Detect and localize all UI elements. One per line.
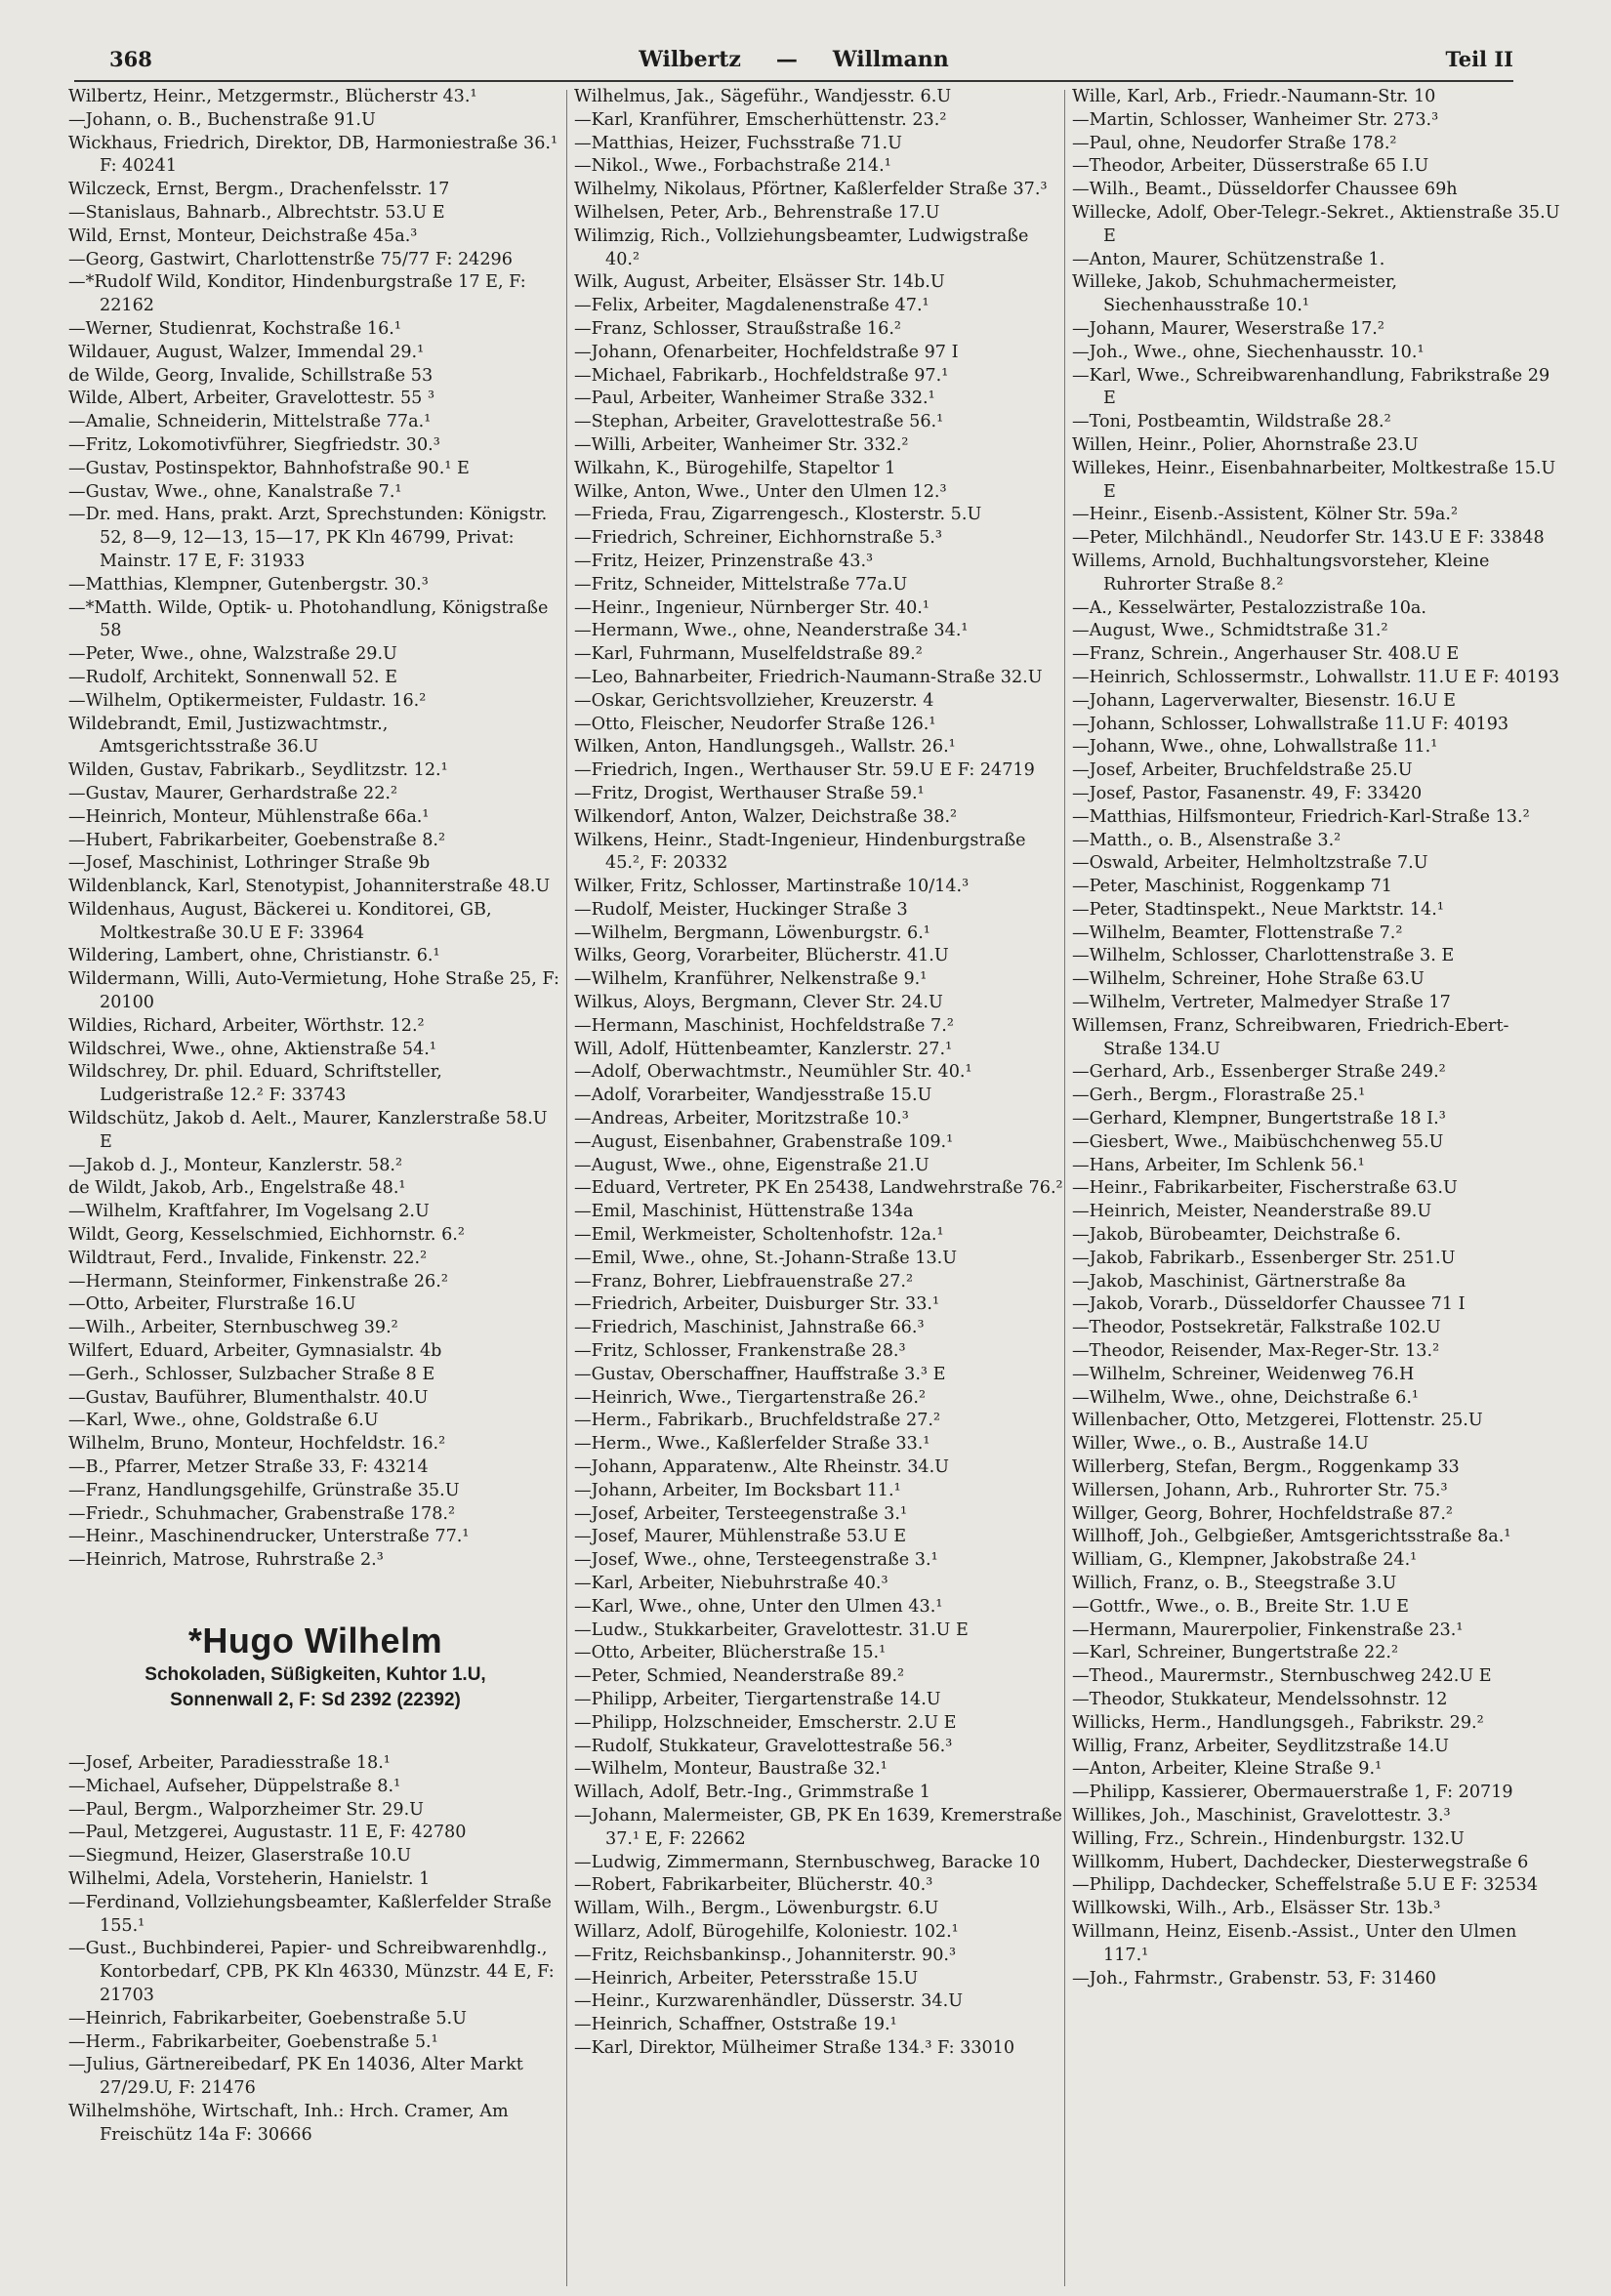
- directory-entry: —Matthias, Hilfsmonteur, Friedrich-Karl-Straße 13.²: [1072, 806, 1530, 827]
- directory-entry: —Karl, Kranführer, Emscherhüttenstr. 23.²: [574, 109, 947, 130]
- directory-entry: Wildauer, August, Walzer, Immendal 29.¹: [68, 342, 425, 362]
- directory-entry: —Josef, Maschinist, Lothringer Straße 9b: [68, 853, 431, 874]
- header-last-name: Willmann: [832, 47, 949, 72]
- directory-entry: —Anton, Maurer, Schützenstraße 1.: [1072, 249, 1385, 269]
- advert-name: *Hugo Wilhelm: [187, 1620, 443, 1660]
- directory-entry: —Joh., Fahrmstr., Grabenstr. 53, F: 31460: [1072, 1968, 1436, 1988]
- directory-entry: —Theod., Maurermstr., Sternbuschweg 242.U E: [1072, 1666, 1492, 1687]
- directory-entry: de Wilde, Georg, Invalide, Schillstraße 53: [68, 365, 434, 386]
- directory-entry: —Jakob d. J., Monteur, Kanzlerstr. 58.²: [68, 1155, 403, 1175]
- directory-entry: —Heinrich, Matrose, Ruhrstraße 2.³: [68, 1550, 384, 1571]
- directory-entry: —Rudolf, Meister, Huckinger Straße 3: [574, 899, 908, 920]
- directory-entry: —Hermann, Maurerpolier, Finkenstraße 23.¹: [1072, 1620, 1464, 1640]
- directory-entry: —Johann, Arbeiter, Im Bocksbart 11.¹: [574, 1480, 901, 1500]
- directory-entry: —Emil, Werkmeister, Scholtenhofstr. 12a.¹: [574, 1225, 944, 1246]
- directory-entry: —Ferdinand, Vollziehungsbeamter, Kaßlerfelder Straße 155.¹: [68, 1892, 552, 1936]
- directory-entry: Wildermann, Willi, Auto-Vermietung, Hohe Straße 25, F: 20100: [68, 969, 559, 1013]
- directory-entry: —Paul, ohne, Neudorfer Straße 178.²: [1072, 133, 1397, 153]
- directory-entry: —Jakob, Fabrikarb., Essenberger Str. 251.U: [1072, 1248, 1456, 1268]
- directory-entry: Willach, Adolf, Betr.-Ing., Grimmstraße 1: [574, 1783, 930, 1803]
- directory-entry: —Gerh., Schlosser, Sulzbacher Straße 8 E: [68, 1364, 435, 1384]
- directory-entry: —Herm., Fabrikarbeiter, Goebenstraße 5.¹: [68, 2031, 438, 2052]
- directory-entry: —Wilhelm, Vertreter, Malmedyer Straße 17: [1072, 993, 1451, 1013]
- directory-entry: Willenbacher, Otto, Metzgerei, Flottenstr. 25.U: [1072, 1411, 1483, 1431]
- directory-entry: —Heinrich, Arbeiter, Petersstraße 15.U: [574, 1968, 919, 1988]
- directory-entry: —Friedrich, Maschinist, Jahnstraße 66.³: [574, 1318, 925, 1338]
- directory-entry: —Dr. med. Hans, prakt. Arzt, Sprechstunden: Königstr. 52, 8—9, 12—13, 15—17, PK Kln 46799, Privat: Mainstr. 17 E, F: 31933: [68, 505, 548, 571]
- directory-entry: —Oskar, Gerichtsvollzieher, Kreuzerstr. 4: [574, 690, 934, 711]
- directory-entry: —Johann, Apparatenw., Alte Rheinstr. 34.U: [574, 1457, 950, 1478]
- header-part: Teil II: [1445, 47, 1513, 71]
- directory-entry: —Anton, Arbeiter, Kleine Straße 9.¹: [1072, 1759, 1383, 1780]
- directory-entry: —Josef, Maurer, Mühlenstraße 53.U E: [574, 1527, 907, 1547]
- directory-entry: —Wilhelm, Schreiner, Hohe Straße 63.U: [1072, 969, 1425, 990]
- directory-entry: —Karl, Wwe., Schreibwarenhandlung, Fabrikstraße 29 E: [1072, 365, 1550, 409]
- directory-entry: —Gustav, Wwe., ohne, Kanalstraße 7.¹: [68, 481, 402, 502]
- directory-entry: —Johann, Wwe., ohne, Lohwallstraße 11.¹: [1072, 737, 1438, 758]
- directory-entry: —Jakob, Maschinist, Gärtnerstraße 8a: [1072, 1271, 1407, 1292]
- directory-entry: Wilbertz, Heinr., Metzgermstr., Blücherstr 43.¹: [68, 87, 477, 106]
- directory-entry: Wilkendorf, Anton, Walzer, Deichstraße 38.²: [574, 806, 958, 827]
- column-2: [574, 86, 1068, 2061]
- directory-entry: Willeke, Jakob, Schuhmachermeister, Siechenhausstraße 10.¹: [1072, 272, 1397, 316]
- directory-entry: —Karl, Arbeiter, Niebuhrstraße 40.³: [574, 1574, 888, 1593]
- header-first-name: Wilbertz: [639, 47, 741, 72]
- directory-entry: —Matthias, Heizer, Fuchsstraße 71.U: [574, 133, 902, 153]
- directory-entry: —Frieda, Frau, Zigarrengesch., Klosterstr. 5.U: [574, 505, 982, 525]
- directory-entry: —Hermann, Steinformer, Finkenstraße 26.²: [68, 1271, 448, 1292]
- directory-entry: —Siegmund, Heizer, Glaserstraße 10.U: [68, 1846, 412, 1866]
- directory-entry: Wilfert, Eduard, Arbeiter, Gymnasialstr. 4b: [68, 1341, 442, 1362]
- directory-entry: —Emil, Wwe., ohne, St.-Johann-Straße 13.U: [574, 1248, 958, 1268]
- directory-entry: —Karl, Schreiner, Bungertstraße 22.²: [1072, 1643, 1399, 1663]
- page-header: [74, 43, 1513, 82]
- directory-entry: —Johann, Schlosser, Lohwallstraße 11.U F: 40193: [1072, 714, 1509, 734]
- directory-entry: Wildtraut, Ferd., Invalide, Finkenstr. 22.²: [68, 1248, 428, 1268]
- directory-entry: —Johann, Ofenarbeiter, Hochfeldstraße 97 I: [574, 342, 959, 362]
- directory-entry: Willekes, Heinr., Eisenbahnarbeiter, Moltkestraße 15.U E: [1072, 458, 1556, 502]
- directory-entry: —Johann, Malermeister, GB, PK En 1639, Kremerstraße 37.¹ E, F: 22662: [574, 1805, 1062, 1849]
- directory-entry: —Gottfr., Wwe., o. B., Breite Str. 1.U E: [1072, 1596, 1409, 1617]
- directory-entry: Wildering, Lambert, ohne, Christianstr. 6.¹: [68, 946, 440, 966]
- directory-entry: —Willi, Arbeiter, Wanheimer Str. 332.²: [574, 434, 909, 455]
- directory-entry: —Michael, Aufseher, Düppelstraße 8.¹: [68, 1776, 401, 1796]
- directory-entry: —Heinrich, Wwe., Tiergartenstraße 26.²: [574, 1387, 926, 1408]
- directory-entry: —Theodor, Stukkateur, Mendelssohnstr. 12: [1072, 1689, 1448, 1709]
- column-1-entries-continued: [68, 1752, 562, 2148]
- directory-entry: —Stanislaus, Bahnarb., Albrechtstr. 53.U E: [68, 202, 445, 223]
- column-divider: [566, 90, 567, 2286]
- directory-entry: Willecke, Adolf, Ober-Telegr.-Sekret., Aktienstraße 35.U E: [1072, 202, 1560, 246]
- directory-entry: —Eduard, Vertreter, PK En 25438, Landwehrstraße 76.²: [574, 1178, 1063, 1199]
- directory-entry: —August, Eisenbahner, Grabenstraße 109.¹: [574, 1131, 954, 1152]
- header-dash: —: [775, 47, 798, 72]
- directory-entry: —Herm., Fabrikarb., Bruchfeldstraße 27.²: [574, 1411, 941, 1431]
- directory-entry: —Leo, Bahnarbeiter, Friedrich-Naumann-Straße 32.U: [574, 667, 1043, 687]
- directory-entry: —Wilh., Arbeiter, Sternbuschweg 39.²: [68, 1318, 398, 1338]
- directory-entry: William, G., Klempner, Jakobstraße 24.¹: [1072, 1550, 1418, 1571]
- directory-entry: —Hubert, Fabrikarbeiter, Goebenstraße 8.²: [68, 830, 446, 850]
- directory-entry: Willich, Franz, o. B., Steegstraße 3.U: [1072, 1574, 1397, 1593]
- directory-entry: —Heinrich, Fabrikarbeiter, Goebenstraße 5.U: [68, 2008, 467, 2029]
- directory-entry: Wildies, Richard, Arbeiter, Wörthstr. 12.²: [68, 1015, 425, 1036]
- directory-entry: —Heinrich, Meister, Neanderstraße 89.U: [1072, 1202, 1432, 1222]
- advert-line: Schokoladen, Süßigkeiten, Kuhtor 1.U,: [145, 1664, 486, 1685]
- directory-entry: Wilczeck, Ernst, Bergm., Drachenfelsstr. 17: [68, 180, 450, 200]
- column-1-entries: [68, 86, 562, 1573]
- directory-entry: —Wilhelm, Optikermeister, Fuldastr. 16.²: [68, 690, 427, 711]
- directory-entry: —Wilhelm, Wwe., ohne, Deichstraße 6.¹: [1072, 1387, 1419, 1408]
- directory-entry: —Adolf, Vorarbeiter, Wandjesstraße 15.U: [574, 1086, 932, 1106]
- directory-entry: Willen, Heinr., Polier, Ahornstraße 23.U: [1072, 434, 1419, 455]
- directory-entry: Wilden, Gustav, Fabrikarb., Seydlitzstr. 12.¹: [68, 760, 448, 781]
- directory-entry: —Gustav, Postinspektor, Bahnhofstraße 90.¹ E: [68, 458, 470, 478]
- directory-entry: Willing, Frz., Schrein., Hindenburgstr. 132.U: [1072, 1828, 1465, 1849]
- directory-entry: —Michael, Fabrikarb., Hochfeldstraße 97.¹: [574, 365, 949, 386]
- directory-entry: Willhoff, Joh., Gelbgießer, Amtsgerichtsstraße 8a.¹: [1072, 1527, 1511, 1547]
- directory-entry: Willersen, Johann, Arb., Ruhrorter Str. 75.³: [1072, 1480, 1448, 1500]
- directory-entry: —Giesbert, Wwe., Maibüschchenweg 55.U: [1072, 1131, 1444, 1152]
- directory-entry: —Fritz, Schlosser, Frankenstraße 28.³: [574, 1341, 906, 1362]
- directory-entry: Wickhaus, Friedrich, Direktor, DB, Harmoniestraße 36.¹ F: 40241: [68, 133, 558, 177]
- directory-entry: Wildenhaus, August, Bäckerei u. Konditorei, GB, Moltkestraße 30.U E F: 33964: [68, 899, 492, 943]
- directory-entry: —*Rudolf Wild, Konditor, Hindenburgstraße 17 E, F: 22162: [68, 272, 526, 316]
- directory-entry: —Peter, Wwe., ohne, Walzstraße 29.U: [68, 644, 397, 665]
- directory-entry: —B., Pfarrer, Metzer Straße 33, F: 43214: [68, 1457, 429, 1478]
- directory-entry: —Wilhelm, Kraftfahrer, Im Vogelsang 2.U: [68, 1202, 430, 1222]
- directory-entry: —Friedrich, Schreiner, Eichhornstraße 5.³: [574, 528, 942, 549]
- directory-entry: Wildschrey, Dr. phil. Eduard, Schriftsteller, Ludgeristraße 12.² F: 33743: [68, 1062, 442, 1106]
- directory-entry: —Heinrich, Schaffner, Oststraße 19.¹: [574, 2015, 897, 2035]
- directory-entry: Wildt, Georg, Kesselschmied, Eichhornstr. 6.²: [68, 1225, 465, 1246]
- directory-entry: —Theodor, Reisender, Max-Reger-Str. 13.²: [1072, 1341, 1440, 1362]
- directory-entry: —Oswald, Arbeiter, Helmholtzstraße 7.U: [1072, 853, 1428, 874]
- directory-entry: —Rudolf, Stukkateur, Gravelottestraße 56.³: [574, 1736, 953, 1756]
- directory-entry: —Friedrich, Arbeiter, Duisburger Str. 33.¹: [574, 1294, 940, 1315]
- directory-entry: —Johann, Maurer, Weserstraße 17.²: [1072, 318, 1384, 339]
- directory-entry: Wilhelmus, Jak., Sägeführ., Wandjesstr. 6.U: [574, 87, 952, 106]
- directory-entry: Wilde, Albert, Arbeiter, Gravelottestr. 55 ³: [68, 389, 434, 409]
- page-number: 368: [109, 47, 152, 71]
- directory-entry: —Wilhelm, Schlosser, Charlottenstraße 3. E: [1072, 946, 1455, 966]
- directory-entry: Willam, Wilh., Bergm., Löwenburgstr. 6.U: [574, 1899, 939, 1919]
- directory-entry: —Heinrich, Monteur, Mühlenstraße 66a.¹: [68, 806, 430, 827]
- directory-entry: —Gerhard, Klempner, Bungertstraße 18 I.³: [1072, 1109, 1446, 1129]
- directory-entry: —Gustav, Oberschaffner, Hauffstraße 3.³ E: [574, 1364, 946, 1384]
- directory-entry: —Jakob, Vorarb., Düsseldorfer Chaussee 71 I: [1072, 1294, 1466, 1315]
- directory-entry: —Johann, o. B., Buchenstraße 91.U: [68, 109, 376, 130]
- directory-entry: —Heinr., Maschinendrucker, Unterstraße 77.¹: [68, 1527, 470, 1547]
- advertisement: [68, 1620, 562, 1713]
- directory-entry: —Heinrich, Schlossermstr., Lohwallstr. 11.U E F: 40193: [1072, 667, 1560, 687]
- directory-entry: Wilkahn, K., Bürogehilfe, Stapeltor 1: [574, 458, 896, 478]
- directory-entry: —Rudolf, Architekt, Sonnenwall 52. E: [68, 667, 397, 687]
- directory-entry: —Karl, Direktor, Mülheimer Straße 134.³ F: 33010: [574, 2037, 1015, 2058]
- directory-entry: —Otto, Fleischer, Neudorfer Straße 126.¹: [574, 714, 936, 734]
- directory-entry: Willig, Franz, Arbeiter, Seydlitzstraße 14.U: [1072, 1736, 1450, 1756]
- directory-entry: Wildenblanck, Karl, Stenotypist, Johanniterstraße 48.U: [68, 877, 551, 897]
- directory-entry: —*Matth. Wilde, Optik- u. Photohandlung, Königstraße 58: [68, 597, 549, 641]
- directory-entry: Will, Adolf, Hüttenbeamter, Kanzlerstr. 27.¹: [574, 1039, 953, 1059]
- directory-entry: —Peter, Maschinist, Roggenkamp 71: [1072, 877, 1392, 897]
- directory-entry: —Martin, Schlosser, Wanheimer Str. 273.³: [1072, 109, 1439, 130]
- directory-entry: Wilkus, Aloys, Bergmann, Clever Str. 24.U: [574, 993, 943, 1013]
- directory-entry: Wille, Karl, Arb., Friedr.-Naumann-Str. 10: [1072, 87, 1436, 106]
- directory-entry: Willkomm, Hubert, Dachdecker, Diesterwegstraße 6: [1072, 1852, 1529, 1872]
- directory-entry: —Werner, Studienrat, Kochstraße 16.¹: [68, 318, 401, 339]
- directory-entry: de Wildt, Jakob, Arb., Engelstraße 48.¹: [68, 1178, 406, 1199]
- directory-entry: —Fritz, Lokomotivführer, Siegfriedstr. 30.³: [68, 434, 440, 455]
- directory-entry: Willems, Arnold, Buchhaltungsvorsteher, Kleine Ruhrorter Straße 8.²: [1072, 551, 1490, 594]
- directory-entry: —Johann, Lagerverwalter, Biesenstr. 16.U E: [1072, 690, 1456, 711]
- directory-entry: —Wilh., Beamt., Düsseldorfer Chaussee 69h: [1072, 180, 1458, 200]
- directory-entry: Willicks, Herm., Handlungsgeh., Fabrikstr. 29.²: [1072, 1712, 1484, 1733]
- directory-entry: —Philipp, Holzschneider, Emscherstr. 2.U E: [574, 1712, 957, 1733]
- directory-entry: —Fritz, Drogist, Werthauser Straße 59.¹: [574, 783, 925, 803]
- directory-entry: —Jakob, Bürobeamter, Deichstraße 6.: [1072, 1225, 1401, 1246]
- column-3: [1072, 86, 1566, 1990]
- directory-entry: —Wilhelm, Schreiner, Weidenweg 76.H: [1072, 1364, 1415, 1384]
- directory-entry: Wilhelmi, Adela, Vorsteherin, Hanielstr. 1: [68, 1868, 431, 1889]
- directory-entry: Willer, Wwe., o. B., Austraße 14.U: [1072, 1434, 1369, 1455]
- directory-entry: —Andreas, Arbeiter, Moritzstraße 10.³: [574, 1109, 909, 1129]
- directory-entry: —Gerhard, Arb., Essenberger Straße 249.²: [1072, 1062, 1446, 1083]
- directory-entry: Willger, Georg, Bohrer, Hochfeldstraße 87.²: [1072, 1503, 1453, 1524]
- directory-entry: Willmann, Heinz, Eisenb.-Assist., Unter den Ulmen 117.¹: [1072, 1921, 1517, 1965]
- directory-entry: —Karl, Wwe., ohne, Unter den Ulmen 43.¹: [574, 1596, 943, 1617]
- directory-entry: —Ludw., Stukkarbeiter, Gravelottestr. 31.U E: [574, 1620, 969, 1640]
- directory-entry: —Stephan, Arbeiter, Gravelottestraße 56.¹: [574, 412, 944, 432]
- directory-entry: —Hermann, Wwe., ohne, Neanderstraße 34.¹: [574, 621, 969, 641]
- directory-entry: —August, Wwe., Schmidtstraße 31.²: [1072, 621, 1388, 641]
- directory-entry: —Peter, Stadtinspekt., Neue Marktstr. 14.¹: [1072, 899, 1444, 920]
- directory-entry: —Josef, Pastor, Fasanenstr. 49, F: 33420: [1072, 783, 1423, 803]
- directory-entry: —Wilhelm, Bergmann, Löwenburgstr. 6.¹: [574, 922, 930, 943]
- directory-entry: —Theodor, Postsekretär, Falkstraße 102.U: [1072, 1318, 1441, 1338]
- directory-entry: —Theodor, Arbeiter, Düsserstraße 65 I.U: [1072, 156, 1429, 177]
- directory-entry: —Paul, Bergm., Walporzheimer Str. 29.U: [68, 1799, 425, 1820]
- directory-entry: Willemsen, Franz, Schreibwaren, Friedrich-Ebert-Straße 134.U: [1072, 1015, 1509, 1059]
- advert-line: Sonnenwall 2, F: Sd 2392 (22392): [170, 1690, 461, 1710]
- directory-entry: —Otto, Arbeiter, Flurstraße 16.U: [68, 1294, 356, 1315]
- directory-entry: —Heinr., Eisenb.-Assistent, Kölner Str. 59a.²: [1072, 505, 1459, 525]
- directory-entry: —Franz, Bohrer, Liebfrauenstraße 27.²: [574, 1271, 914, 1292]
- directory-entry: Willarz, Adolf, Bürogehilfe, Koloniestr. 102.¹: [574, 1921, 959, 1942]
- directory-entry: —Hans, Arbeiter, Im Schlenk 56.¹: [1072, 1155, 1365, 1175]
- directory-entry: —Fritz, Schneider, Mittelstraße 77a.U: [574, 574, 908, 594]
- directory-entry: —Friedrich, Ingen., Werthauser Str. 59.U E F: 24719: [574, 760, 1035, 781]
- column-1: [68, 86, 562, 2148]
- directory-entry: —Gust., Buchbinderei, Papier- und Schreibwarenhdlg., Kontorbedarf, CPB, PK Kln 46330, Münzstr. 44 E, F: 21703: [68, 1939, 555, 2005]
- header-title: [74, 47, 1513, 72]
- directory-entry: Wilker, Fritz, Schlosser, Martinstraße 10/14.³: [574, 877, 970, 897]
- directory-entry: —Peter, Schmied, Neanderstraße 89.²: [574, 1666, 905, 1687]
- directory-entry: —Amalie, Schneiderin, Mittelstraße 77a.¹: [68, 412, 432, 432]
- directory-entry: —Nikol., Wwe., Forbachstraße 214.¹: [574, 156, 891, 177]
- directory-entry: —Otto, Arbeiter, Blücherstraße 15.¹: [574, 1643, 887, 1663]
- directory-entry: —Philipp, Dachdecker, Scheffelstraße 5.U E F: 32534: [1072, 1875, 1539, 1896]
- directory-entry: Wildschütz, Jakob d. Aelt., Maurer, Kanzlerstraße 58.U E: [68, 1109, 548, 1152]
- directory-entry: Wilken, Anton, Handlungsgeh., Wallstr. 26.¹: [574, 737, 956, 758]
- directory-entry: —Franz, Schlosser, Straußstraße 16.²: [574, 318, 901, 339]
- directory-entry: Wilke, Anton, Wwe., Unter den Ulmen 12.³: [574, 481, 947, 502]
- directory-entry: —Gustav, Maurer, Gerhardstraße 22.²: [68, 783, 398, 803]
- directory-entry: —Matth., o. B., Alsenstraße 3.²: [1072, 830, 1342, 850]
- directory-entry: Wilks, Georg, Vorarbeiter, Blücherstr. 41.U: [574, 946, 949, 966]
- directory-entry: Wilkens, Heinr., Stadt-Ingenieur, Hindenburgstraße 45.², F: 20332: [574, 830, 1026, 874]
- directory-entry: —Toni, Postbeamtin, Wildstraße 28.²: [1072, 412, 1391, 432]
- directory-entry: —Felix, Arbeiter, Magdalenenstraße 47.¹: [574, 296, 929, 316]
- directory-entry: Wild, Ernst, Monteur, Deichstraße 45a.³: [68, 226, 418, 246]
- directory-entry: Wildschrei, Wwe., ohne, Aktienstraße 54.¹: [68, 1039, 436, 1059]
- directory-entry: Wildebrandt, Emil, Justizwachtmstr., Amtsgerichtsstraße 36.U: [68, 714, 389, 758]
- directory-entry: —Emil, Maschinist, Hüttenstraße 134a: [574, 1202, 914, 1222]
- directory-entry: Wilhelm, Bruno, Monteur, Hochfeldstr. 16.²: [68, 1434, 446, 1455]
- directory-entry: —Fritz, Heizer, Prinzenstraße 43.³: [574, 551, 874, 571]
- directory-entry: —Josef, Arbeiter, Tersteegenstraße 3.¹: [574, 1503, 908, 1524]
- directory-entry: —Gustav, Bauführer, Blumenthalstr. 40.U: [68, 1387, 429, 1408]
- directory-entry: —Gerh., Bergm., Florastraße 25.¹: [1072, 1086, 1366, 1106]
- directory-entry: Willikes, Joh., Maschinist, Gravelottestr. 3.³: [1072, 1805, 1451, 1825]
- directory-entry: Willkowski, Wilh., Arb., Elsässer Str. 13b.³: [1072, 1899, 1441, 1919]
- directory-entry: —Wilhelm, Kranführer, Nelkenstraße 9.¹: [574, 969, 928, 990]
- directory-entry: —Wilhelm, Beamter, Flottenstraße 7.²: [1072, 922, 1403, 943]
- directory-entry: —August, Wwe., ohne, Eigenstraße 21.U: [574, 1155, 929, 1175]
- directory-entry: —Paul, Arbeiter, Wanheimer Straße 332.¹: [574, 389, 935, 409]
- directory-entry: —Heinr., Kurzwarenhändler, Düsserstr. 34.U: [574, 1991, 964, 2012]
- directory-entry: —Franz, Handlungsgehilfe, Grünstraße 35.U: [68, 1480, 460, 1500]
- directory-entry: Willerberg, Stefan, Bergm., Roggenkamp 33: [1072, 1457, 1460, 1478]
- directory-entry: —A., Kesselwärter, Pestalozzistraße 10a.: [1072, 597, 1427, 618]
- directory-entry: —Josef, Arbeiter, Bruchfeldstraße 25.U: [1072, 760, 1413, 781]
- directory-entry: —Heinr., Ingenieur, Nürnberger Str. 40.¹: [574, 597, 929, 618]
- directory-entry: —Julius, Gärtnereibedarf, PK En 14036, Alter Markt 27/29.U, F: 21476: [68, 2055, 523, 2099]
- directory-entry: —Heinr., Fabrikarbeiter, Fischerstraße 63.U: [1072, 1178, 1458, 1199]
- directory-entry: —Georg, Gastwirt, Charlottenstrße 75/77 F: 24296: [68, 249, 513, 269]
- directory-entry: Wilimzig, Rich., Vollziehungsbeamter, Ludwigstraße 40.²: [574, 226, 1029, 269]
- directory-entry: —Karl, Fuhrmann, Muselfeldstraße 89.²: [574, 644, 923, 665]
- directory-entry: —Philipp, Kassierer, Obermauerstraße 1, F: 20719: [1072, 1783, 1513, 1803]
- directory-entry: —Robert, Fabrikarbeiter, Blücherstr. 40.³: [574, 1875, 933, 1896]
- directory-entry: —Franz, Schrein., Angerhauser Str. 408.U E: [1072, 644, 1460, 665]
- directory-entry: —Josef, Wwe., ohne, Tersteegenstraße 3.¹: [574, 1550, 938, 1571]
- directory-entry: —Karl, Wwe., ohne, Goldstraße 6.U: [68, 1411, 379, 1431]
- directory-entry: —Matthias, Klempner, Gutenbergstr. 30.³: [68, 574, 429, 594]
- directory-entry: —Herm., Wwe., Kaßlerfelder Straße 33.¹: [574, 1434, 930, 1455]
- directory-entry: —Paul, Metzgerei, Augustastr. 11 E, F: 42780: [68, 1823, 467, 1843]
- directory-entry: —Hermann, Maschinist, Hochfeldstraße 7.²: [574, 1015, 954, 1036]
- directory-entry: Wilhelmshöhe, Wirtschaft, Inh.: Hrch. Cramer, Am Freischütz 14a F: 30666: [68, 2101, 509, 2145]
- directory-entry: Wilhelmy, Nikolaus, Pförtner, Kaßlerfelder Straße 37.³: [574, 180, 1048, 200]
- directory-entry: —Philipp, Arbeiter, Tiergartenstraße 14.U: [574, 1689, 941, 1709]
- directory-entry: —Ludwig, Zimmermann, Sternbuschweg, Baracke 10: [574, 1852, 1041, 1872]
- directory-entry: —Wilhelm, Monteur, Baustraße 32.¹: [574, 1759, 888, 1780]
- directory-entry: —Josef, Arbeiter, Paradiesstraße 18.¹: [68, 1753, 391, 1773]
- directory-entry: Wilhelsen, Peter, Arb., Behrenstraße 17.U: [574, 202, 940, 223]
- directory-entry: —Adolf, Oberwachtmstr., Neumühler Str. 40.¹: [574, 1062, 972, 1083]
- directory-entry: Wilk, August, Arbeiter, Elsässer Str. 14b.U: [574, 272, 945, 293]
- directory-entry: —Fritz, Reichsbankinsp., Johanniterstr. 90.³: [574, 1945, 957, 1965]
- directory-entry: —Peter, Milchhändl., Neudorfer Str. 143.U E F: 33848: [1072, 528, 1545, 549]
- directory-entry: —Friedr., Schuhmacher, Grabenstraße 178.²: [68, 1503, 456, 1524]
- directory-entry: —Joh., Wwe., ohne, Siechenhausstr. 10.¹: [1072, 342, 1425, 362]
